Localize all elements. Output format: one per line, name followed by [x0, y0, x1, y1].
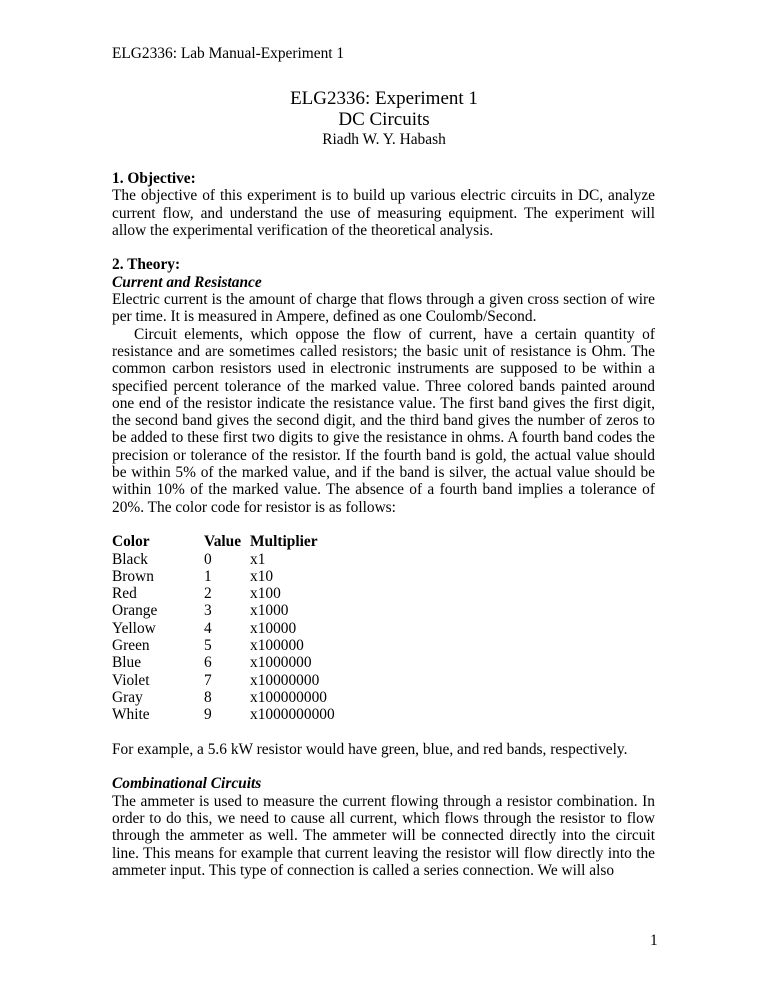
current-resistance-heading: Current and Resistance: [112, 273, 262, 291]
cell-color: White: [112, 706, 150, 724]
document-body: [112, 170, 655, 879]
cell-value: 4: [204, 619, 212, 637]
resistor-color-code-table: [112, 533, 335, 723]
spacer: [112, 758, 655, 775]
cell-multiplier: x1000: [250, 602, 289, 620]
document-subtitle: DC Circuits: [338, 109, 430, 130]
spacer: [112, 724, 655, 741]
document-title: ELG2336: Experiment 1: [290, 88, 478, 109]
cell-value: 3: [204, 602, 212, 620]
table-row: [112, 620, 335, 637]
current-resistance-para-1: Electric current is the amount of charge that flows through a given cross section of wire per time. It is measured in Ampere, defined as one Coulomb/Second.: [112, 291, 655, 326]
cell-value: 1: [204, 567, 212, 585]
cell-multiplier: x10000: [250, 619, 297, 637]
cell-color: Gray: [112, 688, 143, 706]
table-header-row: [112, 533, 335, 550]
cell-color: Blue: [112, 654, 142, 672]
cell-color: Red: [112, 585, 137, 603]
spacer: [112, 239, 655, 256]
table-row: [112, 654, 335, 671]
document-author: Riadh W. Y. Habash: [322, 131, 446, 148]
title-block: [0, 88, 768, 149]
objective-text: The objective of this experiment is to build up various electric circuits in DC, analyze current flow, and understand the use of measuring equipment. The experiment will allow the experimental verification of the theoretical analysis.: [112, 187, 655, 239]
table-row: [112, 706, 335, 723]
cell-color: Yellow: [112, 619, 156, 637]
cell-color: Orange: [112, 602, 158, 620]
cell-value: 5: [204, 637, 212, 655]
table-row: [112, 568, 335, 585]
cell-multiplier: x100000000: [250, 688, 327, 706]
cell-value: 2: [204, 585, 212, 603]
cell-color: Violet: [112, 671, 150, 689]
cell-multiplier: x10000000: [250, 671, 320, 689]
cell-multiplier: x1000000: [250, 654, 312, 672]
cell-multiplier: x1: [250, 550, 266, 568]
combinational-circuits-text: The ammeter is used to measure the current flowing through a resistor combination. In order to do this, we need to cause all current, which flows through the resistor to flow through the ammeter as well. The ammeter will be connected directly into the circuit line. This means for example that current leaving the resistor will flow directly into the ammeter input. This type of connection is called a series connection. We will also: [112, 792, 655, 879]
cell-multiplier: x10: [250, 567, 274, 585]
current-resistance-para-2: Circuit elements, which oppose the flow of current, have a certain quantity of resistance and are sometimes called resistors; the basic unit of resistance is Ohm. The common carbon resistors used in electronic instruments are supposed to be within a specified percent tolerance of the marked value. Three colored bands painted around one end of the resistor indicate the resistance value. The first band gives the first digit, the second band gives the second digit, and the third band gives the number of zeros to be added to these first two digits to give the resistance in ohms. A fourth band codes the precision or tolerance of the resistor. If the fourth band is gold, the actual value should be within 5% of the marked value, and if the band is silver, the actual value should be within 10% of the marked value. The absence of a fourth band implies a tolerance of 20%. The color code for resistor is as follows:: [112, 325, 655, 516]
table-row: [112, 585, 335, 602]
spacer: [112, 516, 655, 533]
cell-value: 8: [204, 688, 212, 706]
cell-color: Brown: [112, 567, 154, 585]
example-text: For example, a 5.6 kW resistor would have green, blue, and red bands, respectively.: [112, 740, 628, 758]
table-row: [112, 689, 335, 706]
cell-multiplier: x100000: [250, 637, 304, 655]
header-color: Color: [112, 533, 150, 551]
cell-value: 9: [204, 706, 212, 724]
table-row: [112, 672, 335, 689]
table-row: [112, 551, 335, 568]
header-multiplier: Multiplier: [250, 533, 318, 551]
cell-value: 7: [204, 671, 212, 689]
objective-heading: 1. Objective:: [112, 170, 196, 187]
header-value: Value: [204, 533, 242, 551]
table-row: [112, 602, 335, 619]
combinational-circuits-heading: Combinational Circuits: [112, 775, 262, 793]
page-number: 1: [650, 932, 658, 949]
cell-multiplier: x1000000000: [250, 706, 335, 724]
theory-heading: 2. Theory:: [112, 256, 181, 274]
cell-value: 0: [204, 550, 212, 568]
cell-multiplier: x100: [250, 585, 281, 603]
cell-color: Green: [112, 637, 150, 655]
running-header: ELG2336: Lab Manual-Experiment 1: [112, 45, 345, 62]
table-row: [112, 637, 335, 654]
cell-value: 6: [204, 654, 212, 672]
cell-color: Black: [112, 550, 148, 568]
